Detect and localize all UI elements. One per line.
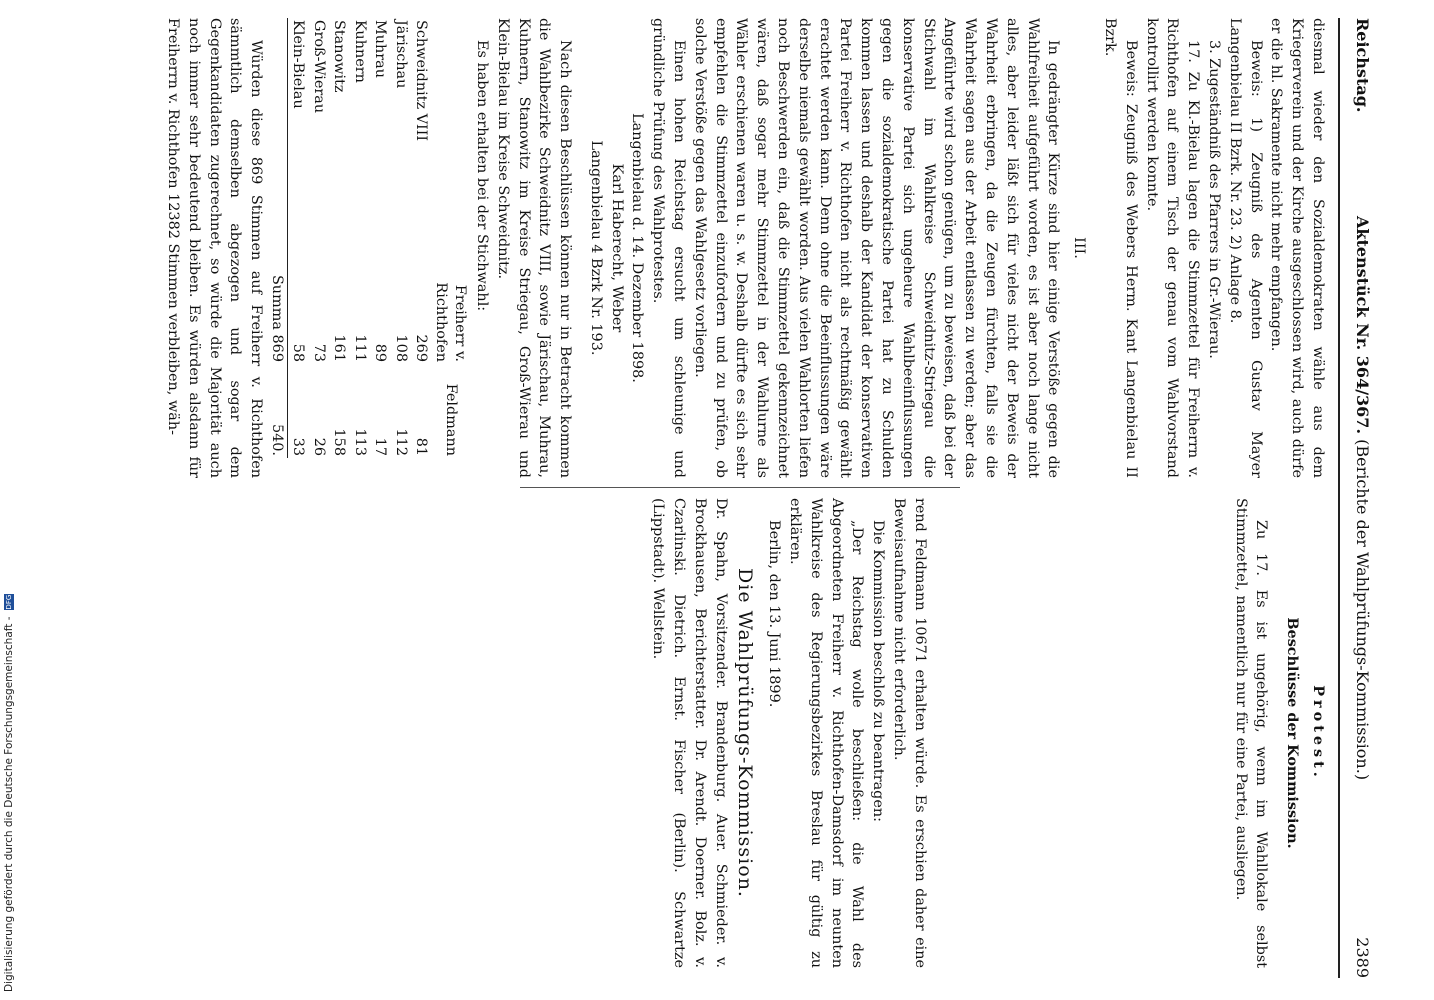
resolution-17: Zu 17. Es ist ungehörig, wenn im Wahllokale selbst Stimmzettel, namentlich nur für eine Partei, ausliegen. [1232,498,1270,968]
table-cell-place: Groß-Wierau [310,20,327,114]
table-cell-richthofen: 108 [392,334,409,362]
table-cell-richthofen: 161 [331,334,348,362]
table-cell-feldmann: 81 [413,437,430,456]
header-center [1351,18,1372,978]
beweis-paragraph-1: Beweis: 1) Zeugniß des Agenten Gustav Mayer Langenbielau II Bzrk. Nr. 23. 2) Anlage 8. [1226,18,1264,478]
page-header [1338,18,1380,978]
signature-name: Karl Haberecht, Weber [608,163,625,333]
page-number: 2389 [1353,937,1372,978]
body-paragraph-1: In gedrängter Kürze sind hier einige Verstöße gegen die Wahlfreiheit aufgeführt worden, es ist aber noch lange nicht alles, aber leider läßt sich für vieles nicht der Beweis der Wahrheit erbringen, da die Zeugen fürchten, falls sie die Wahrheit sagen aus der Arbeit entlassen zu werden; aber das Angeführte wird schon genügen, um zu beweisen, daß bei der Stichwahl im Wahlkreise Schweidnitz-Striegau die konservative Partei sich ungeheure Wahlbeeinflussungen gegen die sozialdemokratische Partei hat zu Schulden kommen lassen und deshalb der Kandidat der konservativen Partei Freiherr v. Richthofen nicht als rechtmäßig gewählt erachtet werden kann. Denn ohne die Beeinflussungen wäre derselbe niemals gewählt worden. Aus vielen Wahlorten liefen noch Beschwerden ein, daß die Stimmzettel gekennzeichnet wären, daß sogar mehr Stimmzettel in der Wahlurne als Wähler erschienen waren u. s. w. Deshalb dürfte es sich sehr empfehlen die Stimmzettel einzufordern und zu prüfen, ob solche Verstöße gegen das Wahlgesetz vorliegen. [691,18,1062,478]
commission-members: Dr. Spahn, Vorsitzender. Brandenburg. Auer. Schmieder. v. Brockhausen, Berichterstatter. Dr. Arendt. Doerner. Bolz. v. Czarlinski. Dietrich. Ernst. Fischer (Berlin). Schwartze (Lippstadt). Wellstein. [650,498,729,968]
table-cell-feldmann: 158 [331,428,348,456]
table-row [329,18,350,458]
table-cell-place: Kuhnern [351,20,368,83]
table-cell-place: Järischau [392,20,409,89]
table-cell-feldmann: 112 [392,428,409,456]
table-sum-richthofen: Summa 869 [266,250,287,364]
right-column [178,498,1328,968]
table-cell-place: Schweidnitz VIII [413,20,430,142]
right-paragraph-1: rend Feldmann 10671 erhalten würde. Es erschien daher eine Beweisaufnahme nicht erforderlich. [891,498,928,968]
header-commission: (Berichte der Wahlprüfungs-Kommission.) [1353,439,1372,781]
signature-address: Langenbielau 4 Bzrk Nr. 193. [587,140,604,356]
table-row [287,18,308,458]
table-cell-richthofen: 58 [290,343,307,362]
table-sum-row [266,18,287,458]
table-cell-place: Muhrau [372,20,389,78]
table-cell-richthofen: 111 [351,334,368,362]
dfg-logo-icon: DFG [5,594,13,610]
body-paragraph-5: Würden diese 869 Stimmen auf Freiherr v. Richthofen sämmtlich demselben abgezogen und sogar dem Gegenkandidaten zugerechnet, so würde die Majorität auch noch immer sehr bedeutend bleiben. Es würden alsdann für Freiherrn v. Richthofen 12382 Stimmen verbleiben, wäh- [164,18,265,478]
funding-note-text: Digitalisierung gefördert durch die Deutsche Forschungsgemeinschaft - [3,616,15,992]
place-date: Langenbielau d. 14. Dezember 1898. [629,113,646,383]
table-cell-feldmann: 17 [372,437,389,456]
vote-table-header-feldmann: Feldmann [442,383,459,456]
table-cell-feldmann: 113 [351,428,368,456]
commission-title: Die Wahlprüfungs-Kommission. [734,568,757,898]
item-17-paragraph: 17. Zu Kl.-Bielau lagen die Stimmzettel für Freiherrn v. Richthofen auf einem Tisch der genau vom Wahlvorstand kontrollirt werden konnte. [1143,18,1202,478]
table-cell-feldmann: 33 [290,437,307,456]
beweis-paragraph-2: 3. Zugeständniß des Pfarrers in Gr.-Wierau. [1206,40,1223,359]
table-sum-feldmann: 540. [266,364,287,458]
table-cell-richthofen: 269 [413,334,430,362]
protest-title: Protest. [1310,685,1327,781]
table-cell-richthofen: 73 [310,343,327,362]
body-paragraph-2: Einen hohen Reichstag ersucht um schleunige und gründliche Prüfung des Wahlprotestes. [650,18,688,478]
commission-resolutions-heading: Beschlüsse der Kommission. [1284,617,1302,849]
table-cell-place: Stanowitz [331,20,348,93]
funding-note [3,594,15,992]
vote-table [266,18,469,458]
table-row [411,18,432,458]
table-cell-feldmann: 26 [310,437,327,456]
body-paragraph-3: Nach diesen Beschlüssen können nur in Betracht kommen die Wahlbezirke Schweidnitz VIII, sowie Järischau, Muhrau, Kuhnern, Stanowitz im Kreise Striegau, Groß-Wierau und Klein-Bielau im Kreise Schweidnitz. [494,18,574,478]
header-document-number: Aktenstück Nr. 364/367. [1353,215,1372,435]
left-column [164,18,1328,478]
beweis-17-paragraph: Beweis: Zeugniß des Webers Herm. Kant Langenbielau II Bzrk. [1102,18,1139,478]
table-cell-richthofen: 89 [372,343,389,362]
vote-table-header-richthofen: Freiherr v. Richthofen [433,282,469,362]
table-row [349,18,370,458]
motion-text: „Der Reichstag wolle beschließen: die Wahl des Abgeordneten Freiherr v. Richthofen-Damsdorf im neunten Wahlkreise des Regierungsbezirkes Breslau für gültig zu erklären. [787,498,866,968]
section-heading-III: III. [1071,237,1088,259]
table-cell-place: Klein-Bielau [290,20,307,109]
column-divider [520,487,960,488]
scanned-page [160,18,1380,978]
table-row [370,18,391,458]
right-place-date: Berlin, den 13. Juni 1899. [766,520,783,708]
header-left: Reichstag. [1353,18,1372,113]
right-paragraph-2: Die Kommission beschloß zu beantragen: [870,520,887,823]
table-row [308,18,329,458]
body-paragraph-4: Es haben erhalten bei der Stichwahl: [473,40,490,312]
vote-table-header [431,18,469,458]
intro-paragraph: diesmal wieder den Sozialdemokraten wähle aus dem Kriegerverein und der Kirche ausgeschlossen wird, auch dürfe er die hl. Sakramente nicht mehr empfangen. [1268,18,1326,478]
table-row [390,18,411,458]
